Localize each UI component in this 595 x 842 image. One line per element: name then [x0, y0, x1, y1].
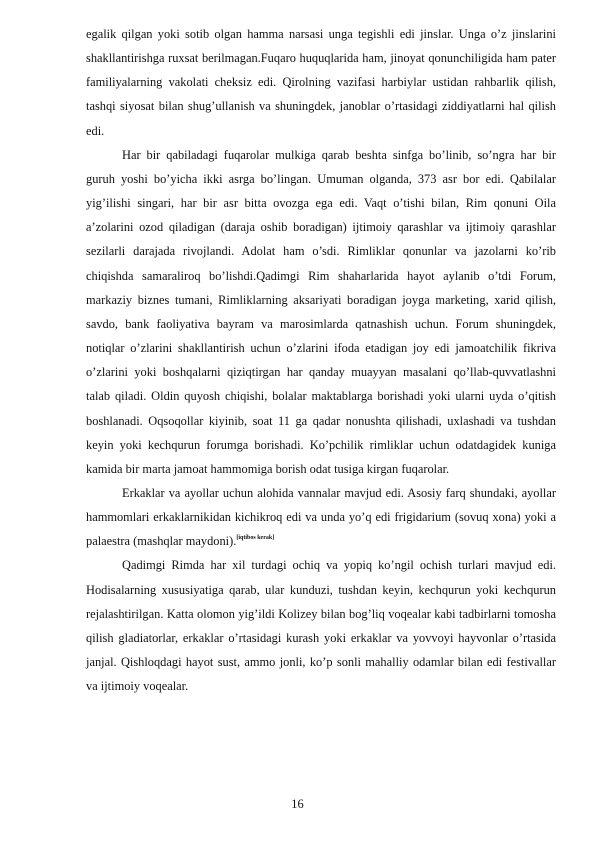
citation-needed-superscript: [iqtibos kerak]: [236, 535, 275, 542]
page-number: 16: [291, 797, 304, 811]
paragraph-4: Qadimgi Rimda har xil turdagi ochiq va yopiq ko’ngil ochish turlari mavjud edi. Hodisalarning xususiyatiga qarab, ular kunduzi, tushdan keyin, kechqurun yoki kechqurun rejalashtirilgan. Katta olomon yig’ildi Kolizey bilan bog’liq voqealar kabi tadbirlarni tomosha qilish gladiatorlar, erkaklar o’rtasidagi kurash yoki erkaklar va yovvoyi hayvonlar o’rtasida janjal. Qishloqdagi hayot sust, ammo jonli, ko’p sonli mahalliy odamlar bilan edi festivallar va ijtimoiy voqealar.: [86, 558, 556, 694]
document-body: [86, 22, 556, 698]
paragraph-3-text: Erkaklar va ayollar uchun alohida vannalar mavjud edi. Asosiy farq shundaki, ayollar hammomlari erkaklarnikidan kichikroq edi va unda yo’q edi frigidarium (sovuq xona) yoki a palaestra (mashqlar maydoni).: [86, 485, 556, 549]
paragraph-1: egalik qilgan yoki sotib olgan hamma narsasi unga tegishli edi jinslar. Unga o’z jinslarini shakllantirishga ruxsat berilmagan.Fuqaro huquqlarida ham, jinoyat qonunchiligida ham pater familiyalarning vakolati cheksiz edi. Qirolning vazifasi harbiylar ustidan rahbarlik qilish, tashqi siyosat bilan shug’ullanish va shuningdek, janoblar o’rtasidagi ziddiyatlarni hal qilish edi.: [86, 27, 556, 138]
paragraph-3: [86, 481, 556, 553]
paragraph-2: Har bir qabiladagi fuqarolar mulkiga qarab beshta sinfga bo’linib, so’ngra har bir guruh yoshi bo’yicha ikki asrga bo’lingan. Umuman olganda, 373 asr bor edi. Qabilalar yig’ilishi singari, har bir asr bitta ovozga ega edi. Vaqt o’tishi bilan, Rim qonuni Oila a’zolarini ozod qiladigan (daraja oshib boradigan) ijtimoiy qarashlar va ijtimoiy qarashlar sezilarli darajada rivojlandi. Adolat ham o’sdi. Rimliklar qonunlar va jazolarni ko’rib chiqishda samaraliroq bo’lishdi.Qadimgi Rim shaharlarida hayot aylanib o’tdi Forum, markaziy biznes tumani, Rimliklarning aksariyati boradigan joyga marketing, xarid qilish, savdo, bank faoliyativa bayram va marosimlarda qatnashish uchun. Forum shuningdek, notiqlar o’zlarini shakllantirish uchun o’zlarini ifoda etadigan joy edi jamoatchilik fikriva o’zlarini yoki boshqalarni qiziqtirgan har qanday muayyan masalani qo’llab-quvvatlashni talab qiladi. Oldin quyosh chiqishi, bolalar maktablarga borishadi yoki ularni uyda o’qitish boshlanadi. Oqsoqollar kiyinib, soat 11 ga qadar nonushta qilishadi, uxlashadi va tushdan keyin yoki kechqurun forumga borishadi. Ko’pchilik rimliklar uchun odatdagidek kuniga kamida bir marta jamoat hammomiga borish odat tusiga kirgan fuqarolar.: [86, 147, 556, 476]
